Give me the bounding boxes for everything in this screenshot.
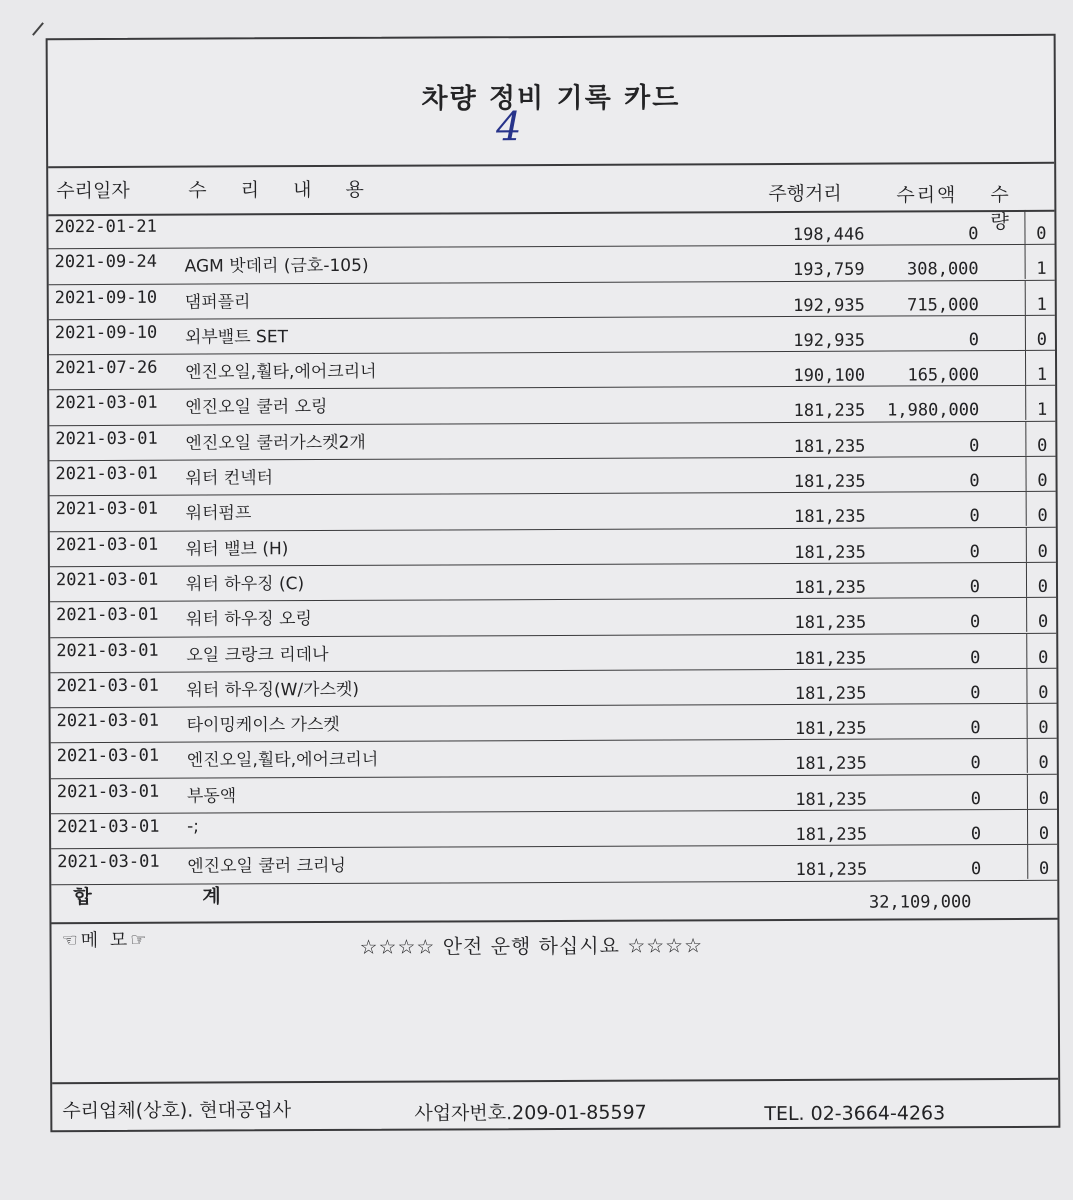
row-amount: 715,000 <box>907 294 979 316</box>
row-description: 부동액 <box>186 786 237 807</box>
table-row <box>49 316 1055 356</box>
row-date: 2021-09-10 <box>54 322 158 344</box>
row-date: 2021-03-01 <box>56 640 159 661</box>
row-description: 엔진오일 쿨러 오링 <box>185 397 328 419</box>
row-date: 2021-03-01 <box>57 816 160 838</box>
row-description: 워터 하우징(W/가스켓) <box>186 679 360 701</box>
row-quantity: 0 <box>1037 435 1048 456</box>
row-quantity: 0 <box>1037 470 1048 491</box>
table-row <box>49 351 1055 391</box>
row-quantity: 1 <box>1036 259 1047 280</box>
card-title: 차량 정비 기록 카드 <box>421 82 681 115</box>
table-row <box>49 245 1055 285</box>
table-row <box>51 739 1057 779</box>
row-quantity: 0 <box>1038 717 1049 739</box>
row-quantity: 0 <box>1038 682 1049 703</box>
row-quantity: 0 <box>1036 223 1047 244</box>
row-date: 2021-03-01 <box>55 393 158 414</box>
header-mileage: 주행거리 <box>768 182 842 206</box>
row-date: 2021-03-01 <box>56 710 160 732</box>
maintenance-record-card <box>46 34 1061 1132</box>
row-description: 엔진오일,훨타,에어크리너 <box>186 750 379 772</box>
memo-section <box>51 918 1058 1084</box>
row-description: 워터 하우징 오링 <box>186 609 312 630</box>
row-mileage: 181,235 <box>794 718 867 740</box>
telephone: TEL. 02-3664-4263 <box>764 1102 946 1126</box>
row-mileage: 181,235 <box>794 648 867 669</box>
row-quantity: 0 <box>1037 576 1049 597</box>
row-description: 댐퍼플리 <box>184 291 251 313</box>
header-description: 수 리 내 용 <box>188 178 378 202</box>
row-quantity: 0 <box>1038 788 1049 809</box>
table-row <box>49 280 1055 320</box>
table-row <box>50 563 1056 603</box>
row-amount: 0 <box>968 224 979 245</box>
row-date: 2021-03-01 <box>56 675 159 697</box>
repair-shop: 수리업체(상호). 현대공업사 <box>62 1099 292 1123</box>
row-mileage: 181,235 <box>793 401 866 422</box>
table-row <box>51 704 1057 744</box>
total-row <box>51 876 1057 924</box>
memo-text: ☆☆☆☆ 안전 운행 하십시요 ☆☆☆☆ <box>359 933 704 959</box>
row-amount: 0 <box>970 824 982 845</box>
row-quantity: 0 <box>1037 506 1048 527</box>
row-date: 2021-03-01 <box>56 781 160 802</box>
row-amount: 0 <box>969 471 980 492</box>
row-description: 엔진오일,훨타,에어크리너 <box>185 361 377 383</box>
row-mileage: 193,759 <box>792 259 865 281</box>
row-description: 워터 하우징 (C) <box>185 574 305 595</box>
table-row <box>50 669 1056 709</box>
row-date: 2021-09-24 <box>54 252 157 273</box>
row-quantity: 0 <box>1038 823 1050 844</box>
table-row <box>49 457 1055 497</box>
row-quantity: 0 <box>1038 753 1049 774</box>
row-amount: 0 <box>969 612 981 633</box>
row-description: 엔진오일 쿨러가스켓2개 <box>185 432 366 454</box>
row-amount: 0 <box>970 753 981 774</box>
row-amount: 0 <box>969 541 980 562</box>
pen-mark <box>32 22 44 36</box>
business-number: 사업자번호.209-01-85597 <box>414 1101 647 1125</box>
row-quantity: 0 <box>1037 541 1048 562</box>
handwritten-number: 4 <box>495 104 522 151</box>
row-date: 2021-07-26 <box>55 357 158 379</box>
row-description: AGM 밧데리 (금호-105) <box>184 256 369 277</box>
row-date: 2021-03-01 <box>55 569 159 591</box>
row-date: 2021-09-10 <box>54 287 158 308</box>
row-mileage: 181,235 <box>795 859 868 881</box>
table-row <box>50 598 1056 638</box>
table-row <box>50 527 1056 567</box>
row-date: 2021-03-01 <box>56 604 159 626</box>
row-amount: 0 <box>970 682 981 704</box>
row-amount: 0 <box>970 859 982 880</box>
row-amount: 0 <box>970 647 981 668</box>
row-quantity: 1 <box>1036 294 1047 315</box>
header-quantity: 수 량 <box>990 183 1017 234</box>
row-date: 2021-03-01 <box>55 499 159 520</box>
table-row <box>51 810 1057 850</box>
total-amount: 32,109,000 <box>868 892 972 913</box>
table-row <box>49 422 1055 462</box>
row-date: 2022-01-21 <box>54 216 157 238</box>
row-amount: 0 <box>969 577 981 598</box>
row-amount: 308,000 <box>906 259 979 280</box>
table-row <box>50 492 1056 532</box>
row-date: 2021-03-01 <box>55 463 158 485</box>
row-mileage: 192,935 <box>793 295 865 316</box>
row-date: 2021-03-01 <box>55 428 158 449</box>
row-mileage: 181,235 <box>795 824 868 845</box>
row-mileage: 181,235 <box>794 612 867 634</box>
row-quantity: 0 <box>1037 612 1049 633</box>
row-amount: 0 <box>969 506 980 527</box>
title-section <box>48 36 1055 168</box>
row-description: 외부밸트 SET <box>184 327 288 348</box>
row-mileage: 181,235 <box>794 507 866 528</box>
row-mileage: 181,235 <box>793 436 866 457</box>
record-rows <box>48 210 1057 885</box>
row-description: 워터 밸브 (H) <box>185 538 289 560</box>
row-mileage: 181,235 <box>794 542 866 563</box>
row-quantity: 0 <box>1036 329 1047 350</box>
row-mileage: 192,935 <box>793 330 865 351</box>
row-amount: 0 <box>970 788 981 809</box>
row-amount: 1,980,000 <box>887 400 980 422</box>
row-mileage: 181,235 <box>794 577 867 598</box>
row-quantity: 0 <box>1038 859 1050 880</box>
row-description: 타이밍케이스 가스켓 <box>186 715 340 736</box>
row-amount: 165,000 <box>907 365 980 386</box>
row-description: -; <box>187 816 199 837</box>
table-row <box>51 775 1057 815</box>
row-mileage: 181,235 <box>795 754 867 775</box>
row-mileage: 181,235 <box>793 471 866 493</box>
row-date: 2021-03-01 <box>56 746 160 767</box>
row-mileage: 181,235 <box>794 683 867 704</box>
row-description: 엔진오일 쿨러 크리닝 <box>187 856 346 877</box>
table-row <box>48 210 1054 250</box>
row-description: 워터 컨넥터 <box>185 468 274 489</box>
table-row <box>49 386 1055 426</box>
row-description: 워터펌프 <box>185 503 252 524</box>
row-description: 오일 크랑크 리데나 <box>186 644 329 666</box>
footer <box>52 1078 1058 1134</box>
table-row <box>50 633 1056 673</box>
row-amount: 0 <box>968 330 979 351</box>
row-mileage: 198,446 <box>792 224 865 245</box>
row-quantity: 1 <box>1036 400 1048 421</box>
row-mileage: 190,100 <box>793 365 866 387</box>
memo-label: ☜메 모☞ <box>61 929 150 952</box>
row-date: 2021-03-01 <box>55 534 159 555</box>
row-quantity: 0 <box>1038 647 1049 668</box>
header-date: 수리일자 <box>56 179 130 203</box>
total-label: 합 계 <box>73 885 273 909</box>
row-quantity: 1 <box>1036 365 1048 386</box>
header-amount: 수리액 <box>896 184 958 207</box>
row-date: 2021-03-01 <box>57 852 160 873</box>
row-amount: 0 <box>969 435 980 456</box>
row-amount: 0 <box>970 718 981 739</box>
row-mileage: 181,235 <box>795 789 867 810</box>
